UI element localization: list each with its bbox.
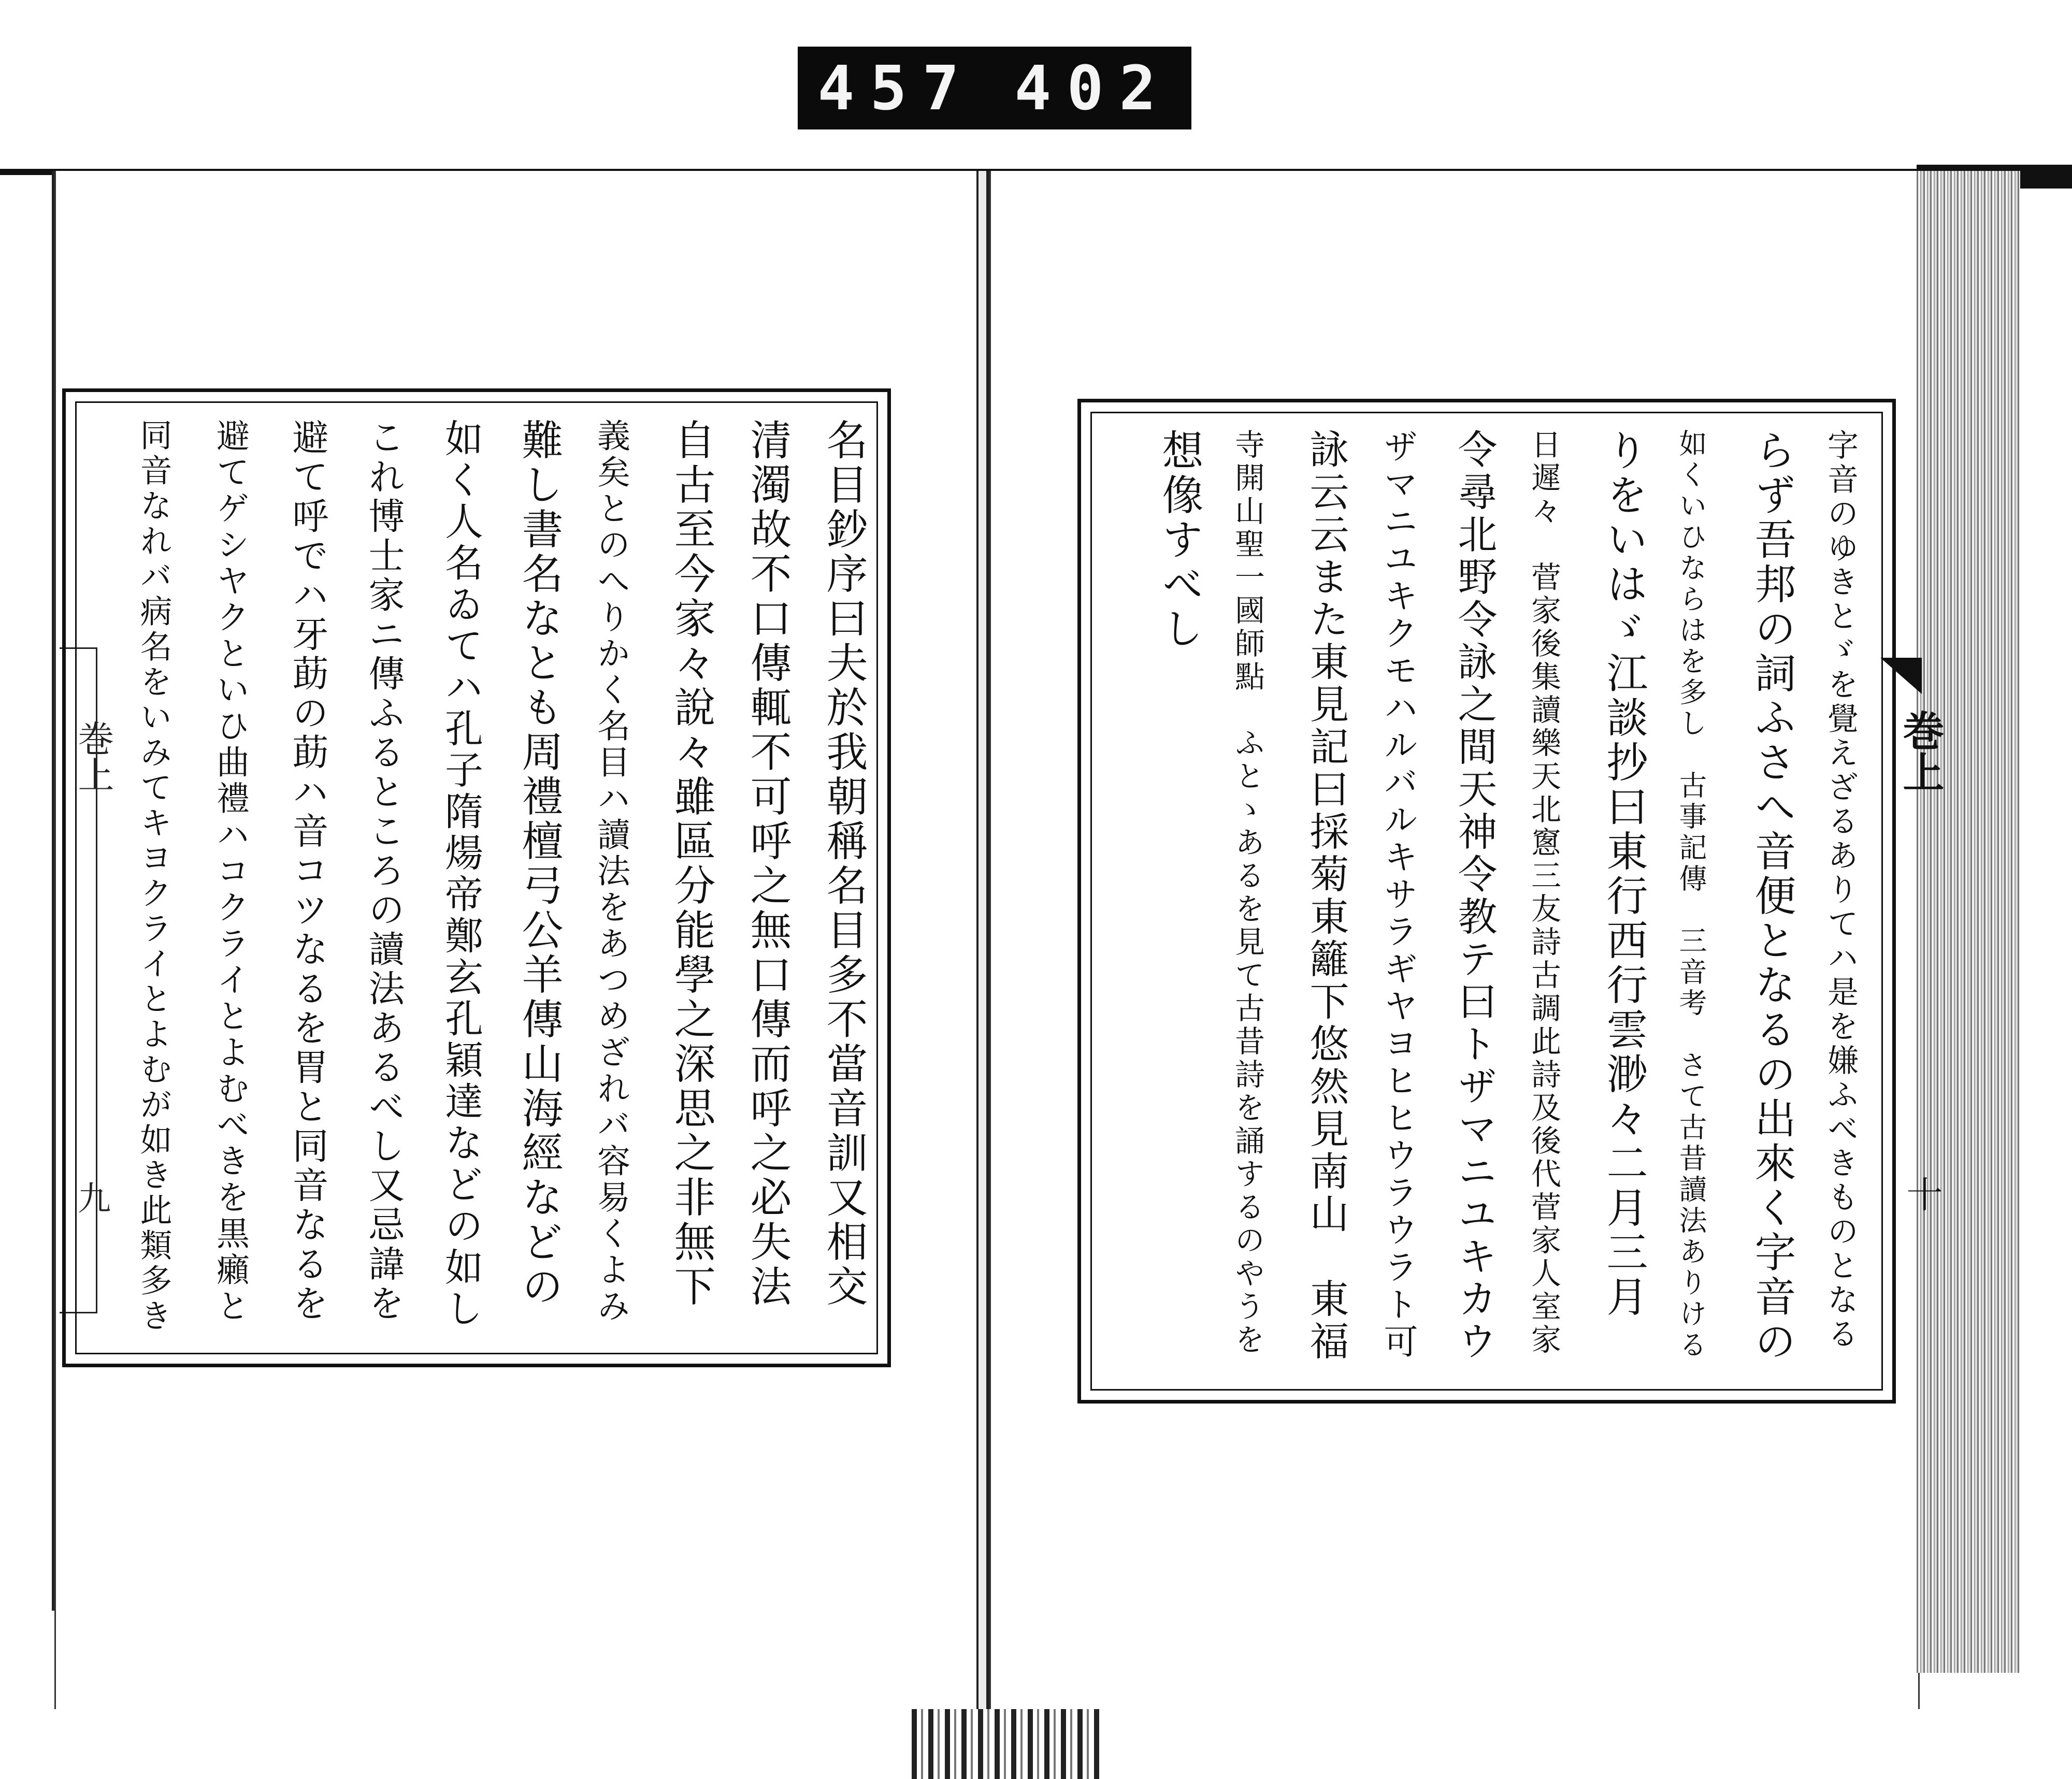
left-text-column: これ博士家ニ傳ふるところの讀法あるべし又忌諱を	[363, 418, 405, 1324]
left-text-frame	[62, 388, 891, 1367]
film-label-right-number: 402	[1014, 52, 1172, 124]
right-text-area	[1090, 412, 1883, 1391]
left-text-column: 清濁故不口傳輒不可呼之無口傳而呼之必失法	[743, 418, 792, 1309]
left-text-column: 同音なれバ病名をいみてキヨクライとよむが如き此類多き	[135, 418, 172, 1334]
left-text-column: 自古至今家々說々雖區分能學之深思之非無下	[667, 418, 715, 1309]
right-text-column: 日遲々 菅家後集讀樂天北窻三友詩古調此詩及後代菅家人室家	[1526, 429, 1561, 1357]
left-text-column: 避て呼でハ牙莇の莇ハ音コツなるを胃と同音なるを	[286, 418, 329, 1324]
right-text-column: 詠云云また東見記曰採菊東籬下悠然見南山 東福	[1303, 429, 1349, 1363]
right-text-column: 寺開山聖一國師點 ふとゝあるを見て古昔詩を誦するのやうを	[1230, 429, 1265, 1357]
right-margin-label-bottom: 十	[1901, 1176, 1943, 1212]
page-edges	[1917, 171, 2020, 1673]
right-text-column: 字音のゆきとゞを覺えざるありてハ是を嫌ふべきものとなる	[1822, 429, 1859, 1352]
left-margin-label-top: 巻上	[72, 720, 114, 792]
left-text-column: 義矣とのへりかく名目ハ讀法をあつめざれバ容易くよみ	[592, 418, 630, 1325]
right-text-column: 如くいひならはを多し 古事記傳 三音考 さて古昔讀法ありける	[1675, 429, 1707, 1361]
right-text-frame	[1077, 399, 1896, 1404]
left-text-area	[75, 401, 878, 1354]
right-text-column: 想像すべし	[1155, 429, 1203, 652]
right-text-column: ザマニユキクモハルバルキサラギヤヨヒヒウラウラト可	[1378, 429, 1418, 1361]
bottom-scan-artifact	[912, 1709, 1103, 1779]
left-text-column: 難し書名なとも周禮檀弓公羊傳山海經などの	[515, 418, 563, 1309]
right-text-column: 令尋北野令詠之間天神令教テ曰トザマニユキカウ	[1451, 429, 1498, 1363]
film-label	[798, 47, 1191, 129]
book-gutter	[976, 171, 989, 1714]
left-text-column: 如く人名ゐてハ孔子隋煬帝鄭玄孔穎達などの如し	[439, 418, 483, 1330]
right-text-column: りをいはゞ江談抄曰東行西行雲渺々二月三月	[1600, 429, 1648, 1320]
right-text-column: らず吾邦の詞ふさへ音便となるの出來く字音の	[1748, 429, 1796, 1364]
left-text-column: 名目鈔序曰夫於我朝稱名目多不當音訓又相交	[819, 418, 868, 1309]
left-margin-label-bottom: 九	[72, 1181, 110, 1214]
right-margin-label-top: 巻上	[1896, 710, 1945, 792]
left-text-column: 避てゲシヤクといひ曲禮ハコクライとよむべきを黒癩と	[211, 418, 249, 1325]
film-label-left-number: 457	[817, 52, 975, 124]
